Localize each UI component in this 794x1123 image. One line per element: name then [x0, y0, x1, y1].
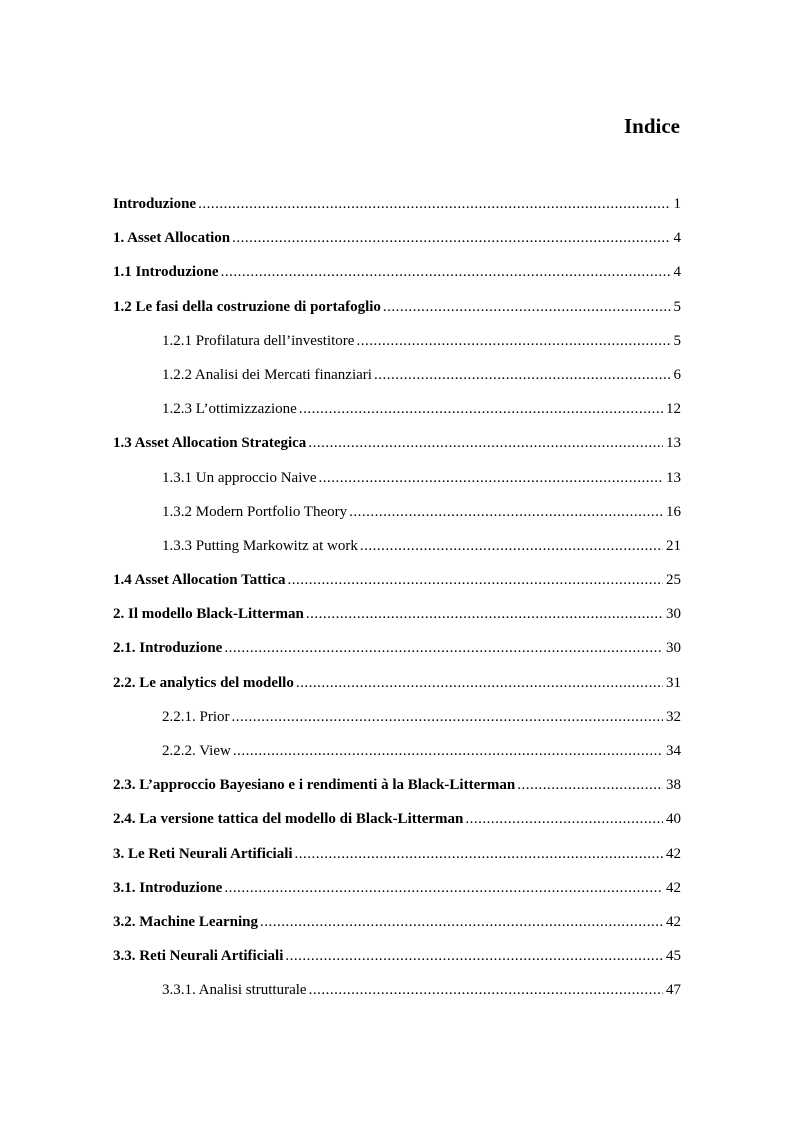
toc-entry-leader — [198, 192, 670, 216]
toc-entry — [113, 500, 681, 534]
toc-entry-label: 3.3. Reti Neurali Artificiali — [113, 948, 284, 965]
toc-entry-page: 42 — [666, 879, 681, 896]
toc-entry-label: 3.1. Introduzione — [113, 879, 223, 896]
toc-entry — [113, 978, 681, 1012]
toc-entry-page: 5 — [673, 298, 681, 315]
toc-entry — [113, 568, 681, 602]
toc-entry-leader — [232, 226, 670, 250]
toc-entry-page: 1 — [673, 196, 681, 212]
toc-entry — [113, 260, 681, 294]
toc-entry-page: 13 — [666, 469, 681, 486]
page-title: Indice — [623, 114, 680, 138]
toc-entry-label: 3.2. Machine Learning — [113, 913, 258, 930]
toc-entry-page: 21 — [666, 537, 681, 554]
toc-entry-leader — [285, 944, 663, 968]
toc-entry-leader — [308, 431, 663, 455]
toc-entry-leader — [299, 397, 663, 421]
toc-entry-label: 2.2.1. Prior — [162, 708, 230, 725]
toc-entry-leader — [296, 671, 663, 695]
toc-entry-page: 31 — [666, 674, 681, 691]
toc-entry-leader — [309, 978, 663, 1002]
toc-entry-leader — [233, 739, 663, 763]
toc-entry-leader — [288, 568, 663, 592]
toc-entry-page: 25 — [666, 572, 681, 589]
toc-entry-label: 2.4. La versione tattica del modello di Black-Litterman — [113, 811, 464, 828]
toc-entry-label: 1.1 Introduzione — [113, 264, 219, 281]
toc-entry-page: 45 — [666, 948, 681, 965]
toc-entry — [113, 534, 681, 568]
toc-entry — [113, 807, 681, 841]
toc-entry-page: 42 — [666, 913, 681, 930]
toc-entry-label: 1. Asset Allocation — [113, 230, 231, 247]
toc-entry — [113, 910, 681, 944]
toc-entry-leader — [383, 295, 671, 319]
toc-entry-label: 1.3 Asset Allocation Strategica — [113, 435, 307, 452]
toc-entry-leader — [224, 636, 663, 660]
toc-entry-leader — [221, 260, 671, 284]
toc-entry-label: 1.3.2 Modern Portfolio Theory — [162, 503, 348, 520]
toc-entry-leader — [260, 910, 663, 934]
table-of-contents — [113, 192, 681, 1013]
toc-entry — [113, 671, 681, 705]
toc-entry — [113, 397, 681, 431]
toc-entry — [113, 602, 681, 636]
toc-entry-label: Introduzione — [113, 196, 197, 212]
toc-entry — [113, 329, 681, 363]
toc-entry-label: 1.2.3 L’ottimizzazione — [162, 401, 297, 418]
toc-entry-label: 1.4 Asset Allocation Tattica — [113, 572, 286, 589]
toc-entry-leader — [360, 534, 663, 558]
toc-entry-label: 1.3.3 Putting Markowitz at work — [162, 537, 358, 554]
toc-entry-leader — [232, 705, 664, 729]
toc-entry — [113, 192, 681, 226]
toc-entry-page: 4 — [673, 230, 681, 247]
toc-entry-leader — [517, 773, 663, 797]
toc-entry-page: 6 — [673, 366, 681, 383]
toc-entry — [113, 842, 681, 876]
toc-entry — [113, 705, 681, 739]
toc-entry — [113, 226, 681, 260]
toc-entry-label: 3.3.1. Analisi strutturale — [162, 982, 307, 999]
toc-entry — [113, 466, 681, 500]
toc-entry-label: 2.2.2. View — [162, 743, 231, 759]
toc-entry-label: 1.2.1 Profilatura dell’investitore — [162, 332, 355, 349]
toc-entry — [113, 876, 681, 910]
toc-entry-page: 16 — [666, 503, 681, 520]
toc-entry-label: 2. Il modello Black-Litterman — [113, 606, 304, 623]
toc-entry-page: 34 — [666, 743, 681, 759]
toc-entry — [113, 295, 681, 329]
toc-entry-label: 2.1. Introduzione — [113, 640, 223, 657]
toc-entry — [113, 363, 681, 397]
toc-entry-page: 47 — [666, 982, 681, 999]
toc-entry-page: 42 — [666, 845, 681, 862]
toc-entry-label: 2.2. Le analytics del modello — [113, 674, 294, 691]
toc-entry-leader — [224, 876, 663, 900]
toc-entry — [113, 773, 681, 807]
toc-entry-page: 32 — [666, 708, 681, 725]
toc-entry-page: 5 — [673, 332, 681, 349]
toc-entry — [113, 636, 681, 670]
toc-entry-label: 1.3.1 Un approccio Naive — [162, 469, 317, 486]
toc-entry-leader — [465, 807, 663, 831]
toc-entry-page: 30 — [666, 606, 681, 623]
toc-entry-page: 38 — [666, 777, 681, 794]
toc-entry-leader — [374, 363, 671, 387]
toc-entry-label: 3. Le Reti Neurali Artificiali — [113, 845, 293, 862]
toc-entry — [113, 739, 681, 773]
toc-entry-page: 30 — [666, 640, 681, 657]
toc-entry-label: 1.2.2 Analisi dei Mercati finanziari — [162, 366, 372, 383]
toc-entry-leader — [306, 602, 663, 626]
toc-entry-label: 1.2 Le fasi della costruzione di portafoglio — [113, 298, 381, 315]
toc-entry-leader — [356, 329, 670, 353]
toc-entry-page: 13 — [666, 435, 681, 452]
toc-entry-leader — [295, 842, 663, 866]
toc-entry-page: 4 — [673, 264, 681, 281]
toc-entry-page: 12 — [666, 401, 681, 418]
toc-entry-page: 40 — [666, 811, 681, 828]
toc-entry-leader — [349, 500, 663, 524]
toc-entry-label: 2.3. L’approccio Bayesiano e i rendimenti à la Black-Litterman — [113, 777, 516, 794]
toc-entry — [113, 944, 681, 978]
toc-entry — [113, 431, 681, 465]
toc-entry-leader — [319, 466, 663, 490]
